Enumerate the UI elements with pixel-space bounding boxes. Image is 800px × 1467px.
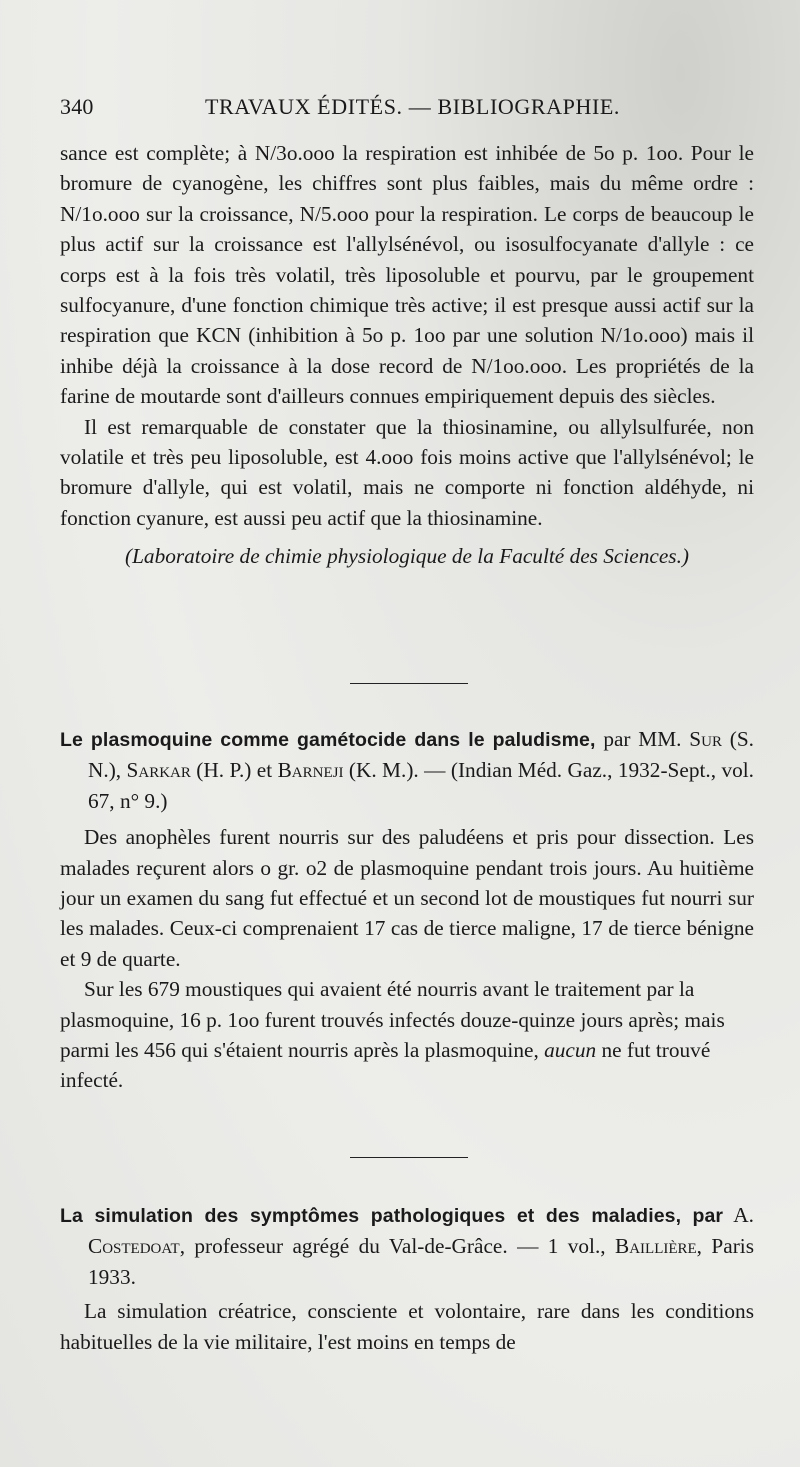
intro-source: (Laboratoire de chimie physiologique de la Faculté des Sciences.) xyxy=(124,544,690,569)
intro-paragraph-2: Il est remarquable de constater que la thiosinamine, ou allylsulfurée, non volatile et très peu liposoluble, est 4.ooo fois moins active que l'allylsénévol; le bromure d'allyle, qui est volatil, mais ne comporte ni fonction aldéhyde, ni fonction cyanure, est aussi peu actif que la thiosinamine. xyxy=(60,414,754,530)
author-sarkar: Sarkar xyxy=(126,758,191,783)
author-costedoat: Costedoat, xyxy=(88,1234,186,1259)
article-plasmoquine xyxy=(60,724,754,1096)
emphasis-aucun: aucun xyxy=(544,1038,597,1063)
author-initial: A. xyxy=(733,1203,755,1227)
author-sarkar-initials: (H. P.) et xyxy=(196,758,273,783)
publication-place: Paris 1933. xyxy=(88,1234,754,1289)
article1-heading xyxy=(60,724,754,816)
intro-continuation xyxy=(60,138,754,572)
page-number: 340 xyxy=(60,94,94,119)
article-simulation xyxy=(60,1200,754,1357)
article2-paragraph-1: La simulation créatrice, consciente et volontaire, rare dans les conditions habituelles de la vie militaire, l'est moins en temps de xyxy=(60,1299,754,1354)
author-barneji: Barneji xyxy=(277,758,344,783)
article2-title: La simulation des symptômes pathologiques et des maladies, xyxy=(60,1205,682,1227)
article2-par: par xyxy=(692,1205,724,1227)
article1-par: par xyxy=(603,727,631,751)
section-divider-1 xyxy=(350,683,468,684)
article1-mm: MM. xyxy=(638,727,682,751)
publisher-name: Baillière, xyxy=(615,1234,703,1259)
author-sur-initials: (S. N.), xyxy=(88,727,755,783)
intro-paragraph-1: sance est complète; à N/3o.ooo la respiration est inhibée de 5o p. 1oo. Pour le bromure de cyanogène, les chiffres sont plus faibles, mais du même ordre : N/1o.ooo sur la croissance, N/5.ooo pour la respiration. Le corps de beaucoup le plus actif sur la croissance est l'allylsénévol, ou isosulfocyanate d'allyle : ce corps est à la fois très volatil, très liposoluble et pourvu, par le groupement sulfocyanure, d'une fonction chimique très active; il est presque aussi actif sur la respiration que KCN (inhibition à 5o p. 1oo par une solution N/1o.ooo) mais il inhibe déjà la croissance à la dose record de N/1oo.ooo. Les propriétés de la farine de moutarde sont d'ailleurs connues empiriquement depuis des siècles. xyxy=(60,141,754,409)
article2-heading xyxy=(60,1200,754,1292)
article1-paragraph-1: Des anophèles furent nourris sur des paludéens et pris pour dissection. Les malades reçurent alors o gr. o2 de plasmoquine pendant trois jours. Au huitième jour un examen du sang fut effectué et un second lot de moustiques fut nourri sur les malades. Ceux-ci comprenaient 17 cas de tierce maligne, 17 de tierce bénigne et 9 de quarte. xyxy=(60,825,754,971)
running-title: TRAVAUX ÉDITÉS. — BIBLIOGRAPHIE. xyxy=(205,94,621,119)
article1-title: Le plasmoquine comme gamétocide dans le paludisme, xyxy=(60,729,596,751)
running-header xyxy=(60,92,760,128)
author-barneji-initials: (K. M.). xyxy=(348,758,419,783)
author-sur: Sur xyxy=(689,727,722,751)
article1-paragraph-2: Sur les 679 moustiques qui avaient été nourris avant le traitement par la plasmoquine, 16 p. 1oo furent trouvés infectés douze-quinze jours après; mais parmi les 456 qui s'étaient nourris après la plasmoquine, aucun ne fut trouvé infecté. xyxy=(60,977,725,1093)
author-description: professeur agrégé du Val-de-Grâce. — 1 vol., xyxy=(194,1234,606,1259)
article1-citation: — (Indian Méd. Gaz., 1932-Sept., vol. 67, n° 9.) xyxy=(88,758,754,813)
section-divider-2 xyxy=(350,1157,468,1158)
